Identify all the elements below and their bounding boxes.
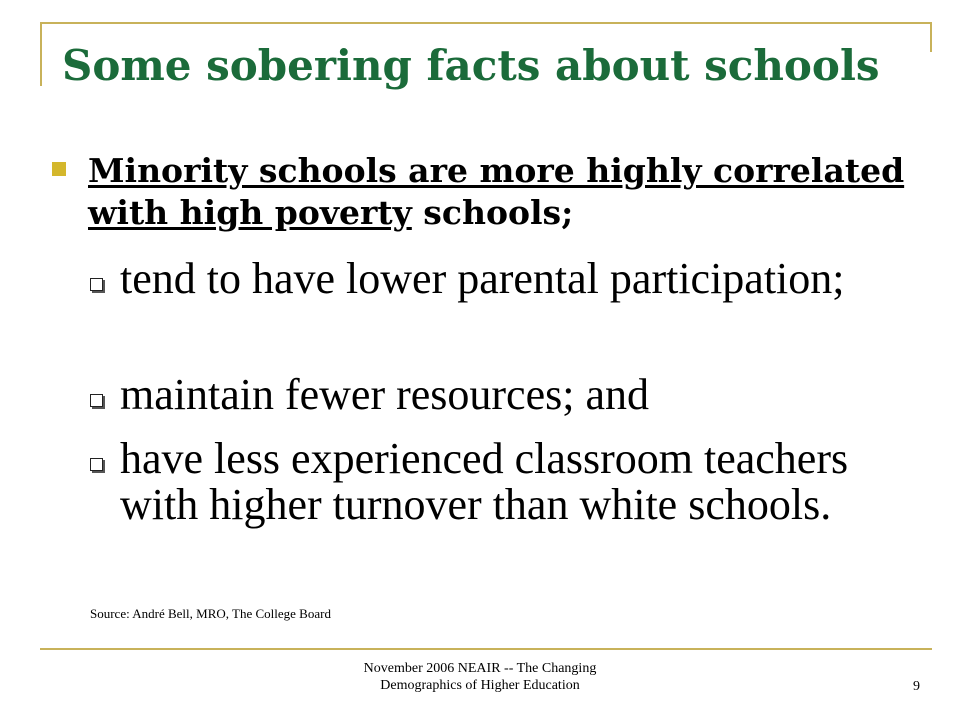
- checkbox-bullet-icon: [90, 458, 103, 471]
- frame-top-line: [40, 22, 932, 24]
- checkbox-bullet-icon: [90, 394, 103, 407]
- sub-bullet-text: maintain fewer resources; and: [120, 370, 649, 419]
- sub-bullet-text: tend to have lower parental participation;: [120, 254, 845, 303]
- square-bullet-icon: [52, 162, 66, 176]
- footer-line-2: Demographics of Higher Education: [380, 678, 580, 693]
- footer-divider: [40, 648, 932, 650]
- footer-text: [320, 660, 640, 694]
- frame-left-line: [40, 22, 42, 86]
- sub-bullet-text: have less experienced classroom teachers with higher turnover than white schools.: [120, 434, 849, 529]
- slide-title: Some sobering facts about schools: [62, 41, 880, 90]
- frame-right-line: [930, 22, 932, 52]
- footer-line-1: November 2006 NEAIR -- The Changing: [363, 661, 597, 676]
- page-number: 9: [913, 679, 920, 694]
- main-bullet-underlined: Minority schools are more highly correlated with high poverty: [88, 151, 905, 232]
- checkbox-bullet-icon: [90, 278, 103, 291]
- main-bullet-text: [88, 150, 908, 234]
- main-bullet-rest: schools;: [411, 193, 574, 232]
- source-citation: Source: André Bell, MRO, The College Board: [90, 606, 331, 621]
